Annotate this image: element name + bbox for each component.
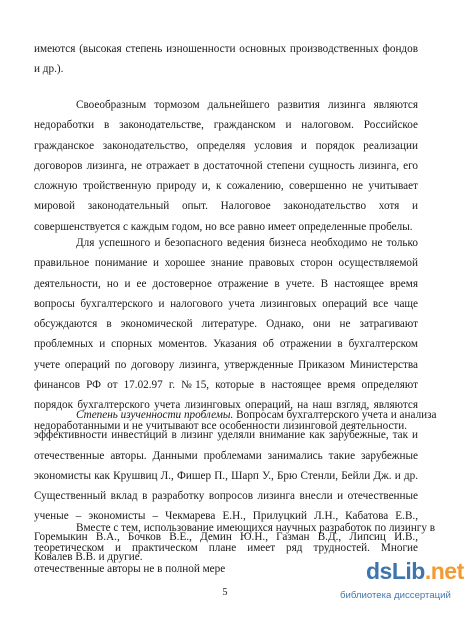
paragraph-continuation bbox=[34, 39, 418, 80]
text-line: Существенный вклад в разработку вопросов лизинга внесли и отечественные bbox=[34, 490, 418, 503]
watermark-logo bbox=[340, 552, 464, 612]
section-lead-italic: Степень изученности проблемы. bbox=[76, 409, 234, 421]
text-line: Для успешного и безопасного ведения бизнеса необходимо не только bbox=[76, 237, 418, 249]
text-line: мировой законодательный опыт. Налоговое законодательство хотя и bbox=[34, 200, 418, 213]
text-line: порядок бухгалтерского учета лизинговых операций, на наш взгляд, являются bbox=[34, 399, 418, 412]
text-line: проблемных и спорных моментов. Указания об отражении в бухгалтерском bbox=[34, 338, 418, 351]
text-line: недоработки в законодательстве, гражданском и налоговом. Российское bbox=[34, 119, 418, 132]
text-line: Вместе с тем, использование имеющихся научных разработок по лизингу в bbox=[76, 522, 436, 534]
text-line: правильное понимание и хорошее знание правовых сторон осуществляемой bbox=[34, 257, 418, 270]
text-line: совершенствуется с каждым годом, но все равно имеет определенные пробелы. bbox=[34, 220, 413, 233]
watermark-caption: библиотека диссертаций bbox=[340, 590, 451, 601]
text-line: гражданское законодательство, определяя условия и порядок реализации bbox=[34, 139, 418, 152]
text-line: сложную тройственную природу и, к сожалению, совершенно не учитывает bbox=[34, 180, 418, 193]
text-line: Горемыкин В.А., Бочков В.Е., Демин Ю.Н., Газман В.Д., Липсиц И.В., bbox=[34, 530, 418, 543]
text-line: и др.). bbox=[34, 63, 64, 76]
text-line: отечественные авторы не в полной мере bbox=[34, 562, 226, 575]
text-line: деятельности, но и ее достоверное отражение в учете. В настоящее время bbox=[34, 277, 418, 290]
logo-accent: .net bbox=[424, 558, 464, 584]
watermark-logo-text bbox=[366, 558, 464, 584]
text-line: ученые – экономисты – Чекмарева Е.Н., Прилуцкий Л.Н., Кабатова Е.В., bbox=[34, 510, 418, 523]
page-number: 5 bbox=[222, 587, 228, 598]
text-line: финансов РФ от 17.02.97 г. №15, которые в настоящее время определяют bbox=[34, 379, 418, 392]
text-line: имеются (высокая степень изношенности основных производственных фондов bbox=[34, 43, 418, 55]
text-line: отечественные авторы. Данными проблемами занимались такие зарубежные bbox=[34, 449, 418, 462]
text-fragment: Вопросам бухгалтерского учета и анализа bbox=[233, 409, 437, 421]
text-line: Своеобразным тормозом дальнейшего развития лизинга являются bbox=[76, 99, 418, 111]
text-line: Ковалев В.В. и другие. bbox=[34, 551, 143, 564]
paragraph-legislation bbox=[34, 95, 418, 237]
text-line: учете операций по договору лизинга, утвержденные Приказом Министерства bbox=[34, 358, 418, 371]
text-line: недоработанными и не учитывают все особенности лизинговой деятельности. bbox=[34, 419, 408, 432]
text-line: договоров лизинга, не отражает в достаточной степени сущность лизинга, его bbox=[34, 159, 418, 172]
text-line bbox=[34, 405, 437, 425]
text-line: вопросы бухгалтерского и налогового учета лизинговых операций все чаще bbox=[34, 297, 418, 310]
logo-main: dsLib bbox=[366, 558, 425, 584]
text-line: теоретическом и практическом плане имеет ряд трудностей. Многие bbox=[34, 542, 418, 555]
text-line: эффективности инвестиций в лизинг уделяли внимание как зарубежные, так и bbox=[34, 429, 418, 442]
text-line: обсуждаются в экономической литературе. Однако, они не затрагивают bbox=[34, 318, 418, 331]
text-line: экономисты как Крушвиц Л., Фишер П., Шарп У., Брю Стенли, Бейли Дж. и др. bbox=[34, 469, 418, 482]
